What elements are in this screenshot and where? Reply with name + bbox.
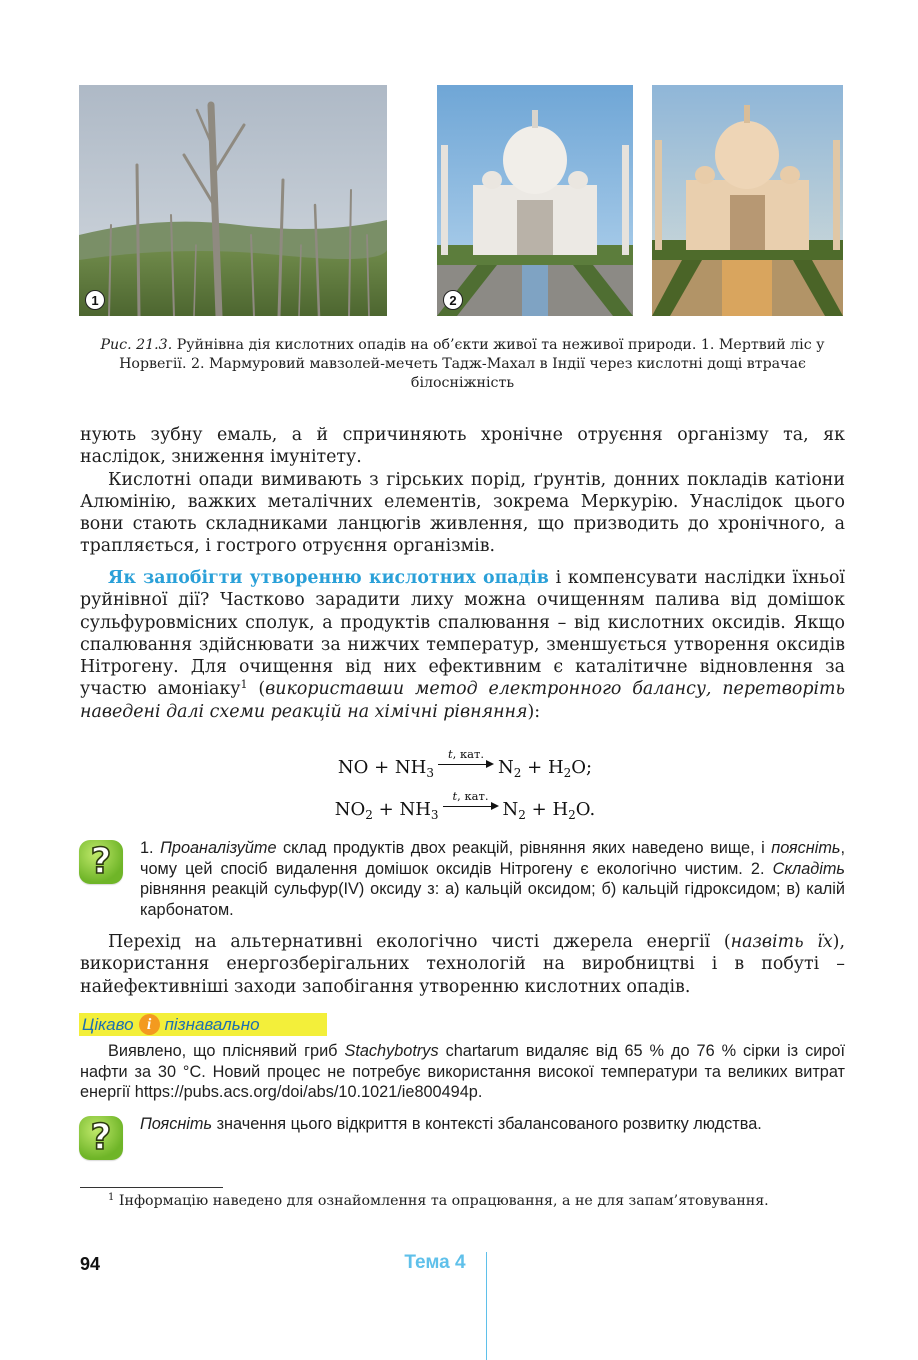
equation-1 (250, 747, 680, 780)
paragraph-alternative-energy (80, 931, 845, 998)
question-icon (79, 1116, 123, 1160)
eq2-product-1: N (502, 799, 519, 820)
prevention-heading: Як запобігти утворенню кислотних опадів (108, 568, 549, 588)
taj-mahal-photo-yellowed (652, 85, 843, 316)
q1-part: склад продуктів двох реакцій, рівняння яких наведено вище, і (276, 839, 772, 857)
footnote-text: Інформацію наведено для ознайомлення та опрацювання, а не для запам’ятовування. (114, 1193, 769, 1209)
q2-text: значення цього відкриття в контексті збалансованого розвитку людства. (212, 1115, 762, 1133)
info-icon: і (139, 1014, 160, 1035)
eq1-product-1: N (498, 757, 514, 778)
fact-text-b: chartarum видаляє від 65 % до 76 % сірки із сирої нафти за 30 °C. Новий процес не потребує використання високої температури та великих витрат енергії https://pubs.acs.org/doi/abs/10.1021/ie800494p. (80, 1042, 845, 1101)
eq1-plus: + (521, 757, 548, 778)
prevention-task: використавши метод електронного балансу, перетворіть наведені далі схеми реакцій на хімічні рівняння (80, 679, 845, 722)
eq1-subscript: 3 (426, 766, 435, 780)
eq2-subscript: 2 (568, 808, 576, 822)
condition-t: t (452, 789, 458, 803)
alt-energy-task: назвіть їх (730, 932, 833, 952)
taj-mahal-photo-white (437, 85, 633, 316)
page-number: 94 (80, 1254, 101, 1274)
q1-verb-compose: Складіть (772, 859, 845, 878)
dead-forest-photo (79, 85, 387, 316)
body-paragraphs-top (80, 424, 845, 558)
equation-2 (250, 789, 680, 822)
eq2-subscript: 2 (365, 808, 373, 822)
footnote-mark: 1 (240, 678, 248, 692)
eq1-reactant-2: NH (394, 757, 427, 778)
footer-divider-line (486, 1252, 487, 1360)
q2-verb-explain: Поясніть (140, 1115, 213, 1133)
caption-text: Руйнівна дія кислотних опадів на об’єкти живої та неживої природи. 1. Мертвий ліс у Норвегії. 2. Мармуровий мавзолей-мечеть Тадж-Махал в Індії через кислотні дощі втрачає білосніжність (119, 337, 825, 391)
prevention-text-b: ( (247, 679, 266, 700)
eq1-reactant-1: NO (337, 757, 369, 778)
condition-t: t (448, 747, 453, 761)
reaction-arrow (443, 789, 499, 812)
question-icon (79, 840, 123, 884)
fact-species-name: Stachybotrys (344, 1042, 439, 1060)
eq1-product-2: H (547, 757, 564, 778)
fact-label-word-2: пізнавально (164, 1014, 260, 1034)
paragraph-continuation: нують зубну емаль, а й спричиняють хронічне отруєння організму та, як наслідок, зниження імунітету. (80, 425, 845, 468)
q1-verb-explain: поясніть (771, 839, 841, 857)
caption-label: Рис. 21.3. (100, 337, 173, 353)
fact-text-a: Виявлено, що пліснявий гриб (108, 1042, 345, 1060)
photo-number-badge: 1 (85, 290, 105, 310)
question-mark: ? (90, 1117, 112, 1158)
question-mark: ? (90, 841, 112, 882)
eq1-subscript: 2 (513, 766, 522, 780)
q1-verb-analyze: Проаналізуйте (160, 839, 277, 857)
q1-part: 1. (140, 839, 161, 857)
eq1-product-2-end: O; (571, 757, 593, 778)
alt-energy-text-a: Перехід на альтернативні екологічно чисті джерела енергії ( (108, 932, 731, 952)
interesting-fact-label (79, 1013, 327, 1036)
eq2-product-2-end: O. (575, 799, 596, 820)
paragraph-acid-rain-metals: Кислотні опади вимивають з гірських порід, ґрунтів, донних покладів катіони Алюмінію, важких металічних елементів, зокрема Меркурію. Унаслідок цього вони стають складниками ланцюгів живлення, що призводить до хронічного, а трапляється, і гострого отруєння організмів. (80, 469, 845, 557)
footnote-number: 1 (108, 1192, 115, 1203)
eq1-subscript: 2 (563, 766, 572, 780)
photo-number-badge: 2 (443, 290, 463, 310)
eq2-plus: + (525, 799, 553, 820)
prevention-text-c: ): (527, 701, 541, 722)
prevention-text: і компенсувати наслідки їхньої руйнівної дії? Частково зарадити лиху можна очищенням палива від домішок сульфуровмісних сполук, а продуктів спалювання – від кислотних оксидів. Якщо спалювання здійснювати за нижчих температур, зменшується утворення оксидів Нітрогену. Для очищення від них ефективним є каталітичне відновлення за участю амоніаку (80, 568, 845, 700)
eq2-subscript: 3 (430, 808, 439, 822)
reaction-arrow (438, 747, 494, 770)
condition-cat: , кат. (452, 747, 485, 761)
question-1-text (140, 838, 845, 920)
q1-part: , чому цей спосіб видалення домішок оксидів Нітрогену є екологічно чистим. 2. (140, 839, 845, 878)
q1-part: рівняння реакцій сульфур(IV) оксиду з: а) кальцій оксидом; б) кальцій гідроксидом; в) калій карбонатом. (140, 880, 845, 919)
eq2-reactant-1: NO (334, 799, 366, 820)
interesting-fact-text (80, 1041, 845, 1103)
eq2-reactant-2: NH (399, 799, 431, 820)
footnote-divider (80, 1187, 223, 1188)
condition-cat: , кат. (457, 789, 489, 803)
alt-energy-text-b: ), використання енергозберігальних технологій на виробництві і в побуті – найефективніші заходи запобігання утворенню кислотних опадів. (80, 932, 845, 997)
figure-caption (80, 336, 845, 393)
fact-label-word-1: Цікаво (82, 1014, 134, 1034)
eq2-subscript: 2 (518, 808, 526, 822)
paragraph-prevention (80, 567, 845, 723)
eq1-plus: + (368, 757, 395, 778)
eq2-plus: + (372, 799, 400, 820)
footnote (80, 1192, 845, 1211)
question-2-text (140, 1114, 845, 1135)
eq2-product-2: H (552, 799, 569, 820)
theme-label: Тема 4 (404, 1252, 466, 1273)
